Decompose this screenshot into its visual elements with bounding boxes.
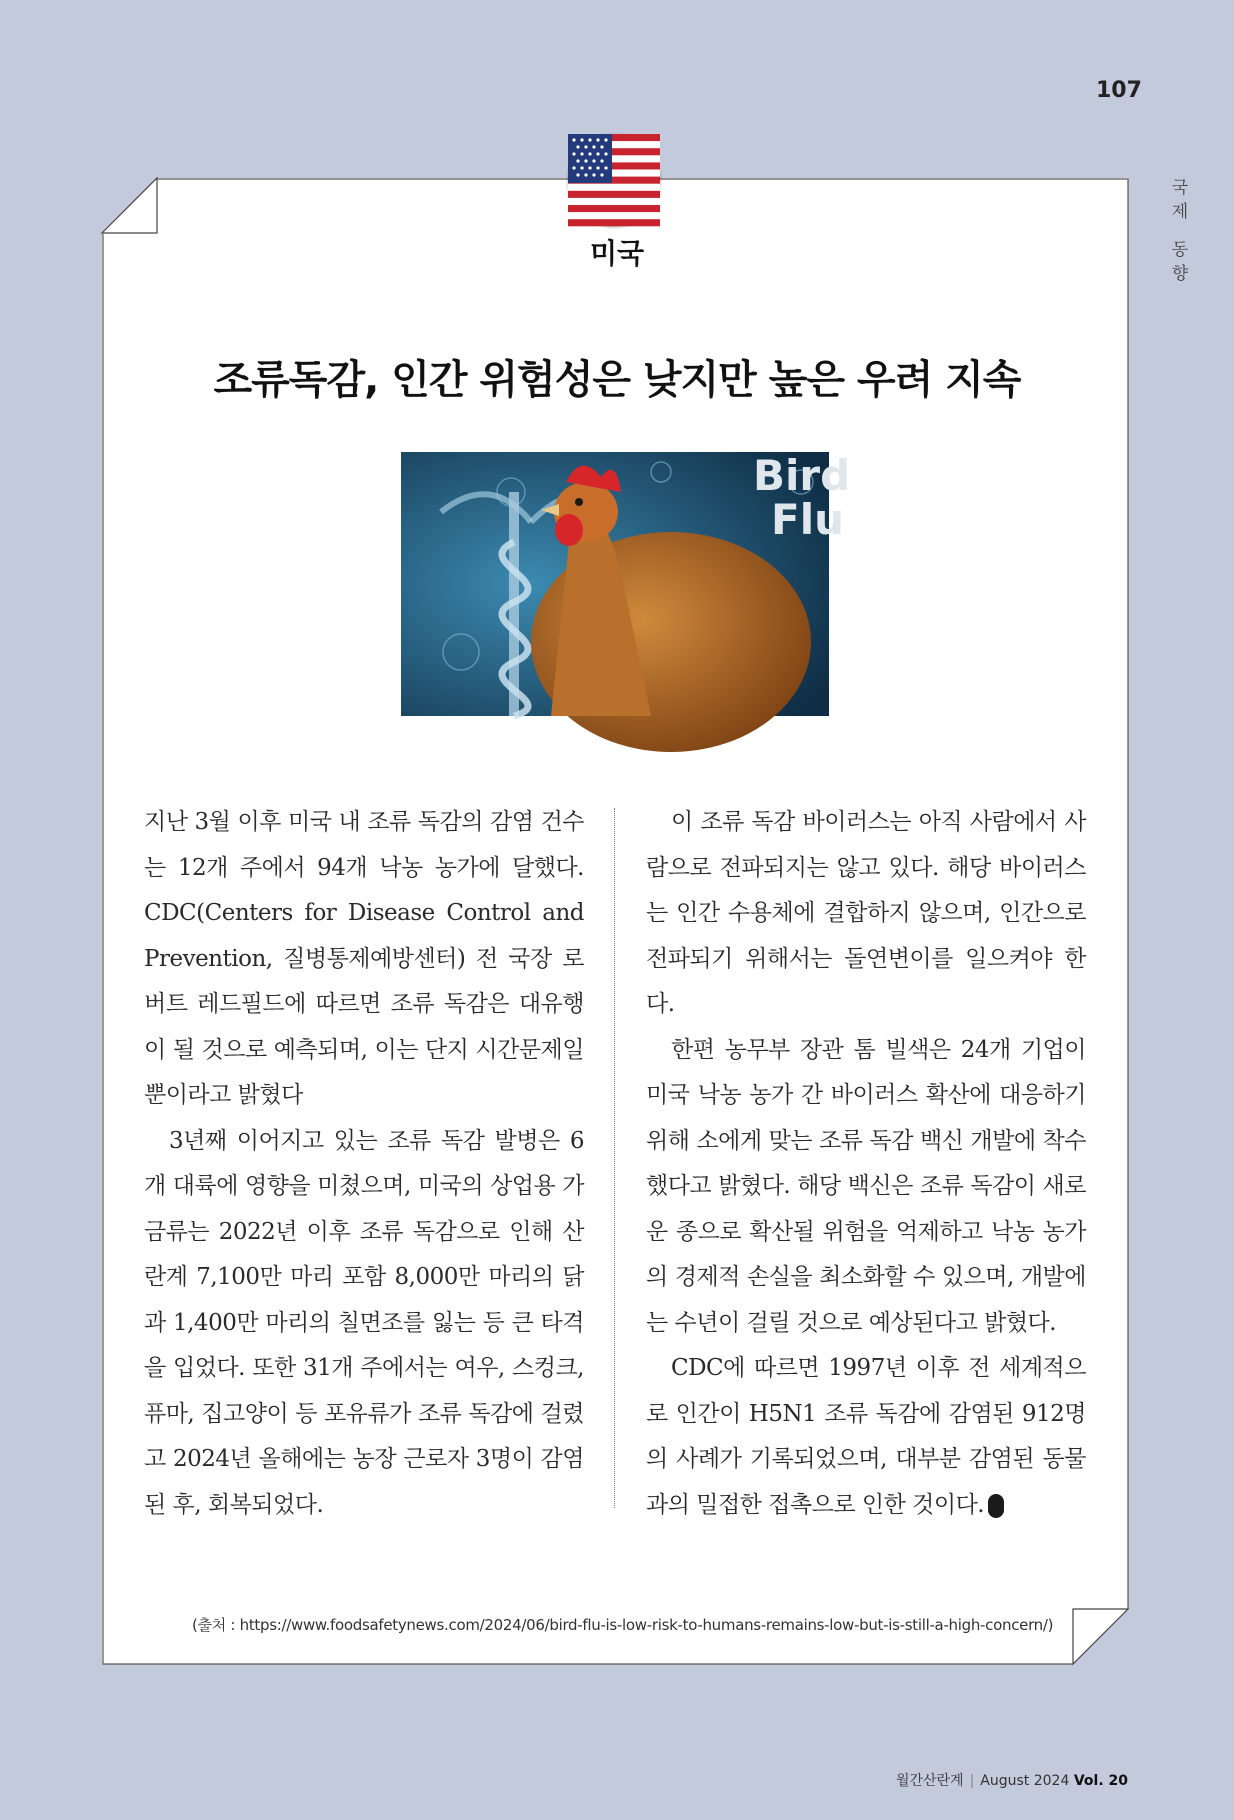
paper-fold-bottom-right [1073, 1609, 1129, 1665]
country-label: 미국 [589, 237, 645, 270]
issue-date: August 2024 [980, 1773, 1070, 1789]
volume-label: Vol. 20 [1073, 1773, 1128, 1789]
page-footer: 월간산란계 | August 2024 Vol. 20 [895, 1773, 1128, 1789]
svg-text:Flu: Flu [771, 495, 844, 544]
paragraph-last: CDC에 따르면 1997년 이후 전 세계적으로 인간이 H5N1 조류 독감에 감염된 912명의 사례가 기록되었으며, 대부분 감염된 동물과의 밀접한 접촉으로 인한 것이다. [646, 1355, 1086, 1518]
bird-flu-hero-image [401, 451, 851, 716]
paper-fold-top-left [102, 178, 158, 234]
svg-text:Bird: Bird [753, 451, 851, 500]
section-tag: 국 제 동 향 [1171, 178, 1189, 284]
paragraph: 3년째 이어지고 있는 조류 독감 발병은 6개 대륙에 영향을 미쳤으며, 미국의 상업용 가금류는 2022년 이후 조류 독감으로 인해 산란계 7,100만 마리 포함 8,000만 마리의 닭과 1,400만 마리의 칠면조를 잃는 등 큰 타격을 입었다. 또한 31개 주에서는 여우, 스컹크, 퓨마, 집고양이 등 포유류가 조류 독감에 걸렸고 2024년 올해에는 농장 근로자 3명이 감염된 후, 회복되었다. [144, 1127, 584, 1518]
magazine-name: 월간산란계 [895, 1773, 964, 1789]
article-headline: 조류독감, 인간 위험성은 낮지만 높은 우려 지속 [213, 357, 1021, 403]
source-citation: (출처 : https://www.foodsafetynews.com/2024/06/bird-flu-is-low-risk-to-humans-remains-low-but-is-still-a-high-concern/) [192, 1616, 1054, 1634]
article-column-right [646, 800, 1086, 1528]
end-mark-icon [988, 1494, 1004, 1518]
us-flag-icon [568, 134, 660, 226]
page-number: 107 [1096, 78, 1142, 103]
paragraph: 한편 농무부 장관 톰 빌색은 24개 기업이 미국 낙농 농가 간 바이러스 확산에 대응하기 위해 소에게 맞는 조류 독감 백신 개발에 착수했다고 밝혔다. 해당 백신은 조류 독감이 새로운 종으로 확산될 위험을 억제하고 낙농 농가의 경제적 손실을 최소화할 수 있으며, 개발에는 수년이 걸릴 것으로 예상된다고 밝혔다. [646, 1036, 1086, 1336]
paragraph: 지난 3월 이후 미국 내 조류 독감의 감염 건수는 12개 주에서 94개 낙농 농가에 달했다. CDC(Centers for Disease Control and Prevention, 질병통제예방센터) 전 국장 로버트 레드필드에 따르면 조류 독감은 대유행이 될 것으로 예측되며, 이는 단지 시간문제일 뿐이라고 밝혔다 [144, 809, 584, 1108]
column-divider [614, 808, 615, 1508]
paragraph: 이 조류 독감 바이러스는 아직 사람에서 사람으로 전파되지는 않고 있다. 해당 바이러스는 인간 수용체에 결합하지 않으며, 인간으로 전파되기 위해서는 돌연변이를 일으켜야 한다. [646, 809, 1086, 1017]
article-column-left [144, 800, 584, 1528]
